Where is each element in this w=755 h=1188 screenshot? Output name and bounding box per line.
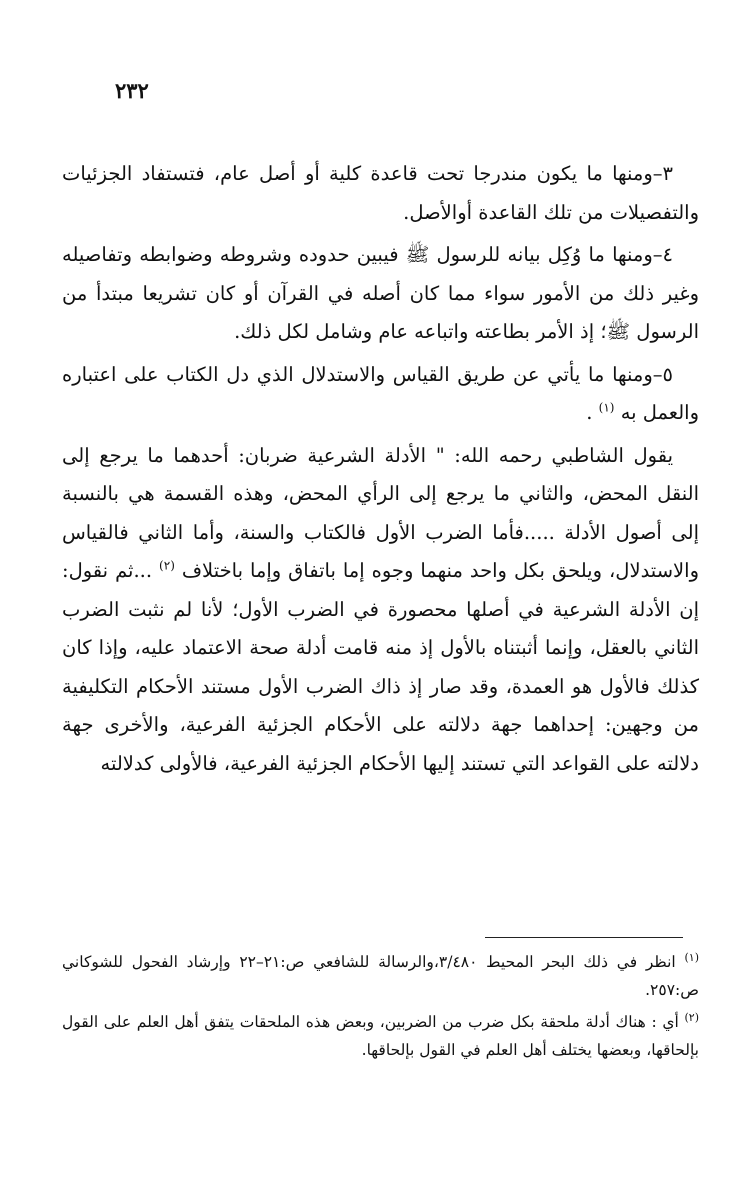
paragraph-item-3	[62, 155, 699, 232]
paragraph-item-5	[62, 356, 699, 433]
paragraph-text: ٣–ومنها ما يكون مندرجا تحت قاعدة كلية أو أصل عام، فتستفاد الجزئيات والتفصيلات من تلك القاعدة أوالأصل.	[62, 162, 699, 224]
footnotes-section	[62, 948, 699, 1068]
footnote-marker: (١)	[684, 950, 700, 964]
shatibi-quote-paragraph	[62, 437, 699, 784]
body-text	[62, 155, 699, 787]
paragraph-text: ٥–ومنها ما يأتي عن طريق القياس والاستدلال الذي دل الكتاب على اعتباره والعمل به	[62, 362, 699, 424]
paragraph-text-tail: ...ثم نقول: إن الأدلة الشرعية في أصلها محصورة في الضرب الأول؛ لأنا لم نثبت الضرب الثاني بالعقل، وإنما أثبتناه بالأول إذ منه قامت أدلة صحة الاعتماد عليه، وإذا كان كذلك فالأول هو العمدة، وقد صار إذ ذاك الضرب الأول مستند الأحكام التكليفية من وجهين: إحداهما جهة دلالته على الأحكام الجزئية الفرعية، والأخرى جهة دلالته على القواعد التي تستند إليها الأحكام الجزئية الفرعية، فالأولى كدلالته	[62, 559, 699, 775]
footnote-reference-1[interactable]: (١)	[598, 400, 615, 415]
page-number: ٢٣٢	[115, 78, 149, 103]
footnote-marker: (٢)	[684, 1010, 699, 1024]
paragraph-text-tail: .	[586, 401, 593, 424]
footnote-text: انظر في ذلك البحر المحيط ٣/٤٨٠،والرسالة للشافعي ص:٢١–٢٢ وإرشاد الفحول للشوكاني ص:٢٥٧.	[62, 953, 699, 999]
footnote-text: أي : هناك أدلة ملحقة بكل ضرب من الضربين، وبعض هذه الملحقات يتفق أهل العلم على القول بإلحاقها، وبعضها يختلف أهل العلم في القول بإلحاقها.	[62, 1013, 699, 1059]
paragraph-item-4	[62, 236, 699, 352]
footnote-reference-2[interactable]: (٢)	[159, 558, 175, 573]
footnote-1	[62, 948, 699, 1004]
paragraph-text: يقول الشاطبي رحمه الله: " الأدلة الشرعية ضربان: أحدهما ما يرجع إلى النقل المحض، والثاني ما يرجع إلى الرأي المحض، وهذه القسمة هي بالنسبة إلى أصول الأدلة .....فأما الضرب الأول فالكتاب والسنة، وأما الثاني فالقياس والاستدلال، ويلحق بكل واحد منهما وجوه إما باتفاق وإما باختلاف	[62, 443, 699, 582]
footnote-divider	[485, 937, 683, 938]
paragraph-text: ٤–ومنها ما وُكِل بيانه للرسول ﷺ فيبين حدوده وشروطه وضوابطه وتفاصيله وغير ذلك من الأمور سواء مما كان أصله في القرآن أو كان تشريعا مبتدأ من الرسول ﷺ؛ إذ الأمر بطاعته واتباعه عام وشامل لكل ذلك.	[62, 243, 699, 343]
footnote-2	[62, 1008, 699, 1064]
